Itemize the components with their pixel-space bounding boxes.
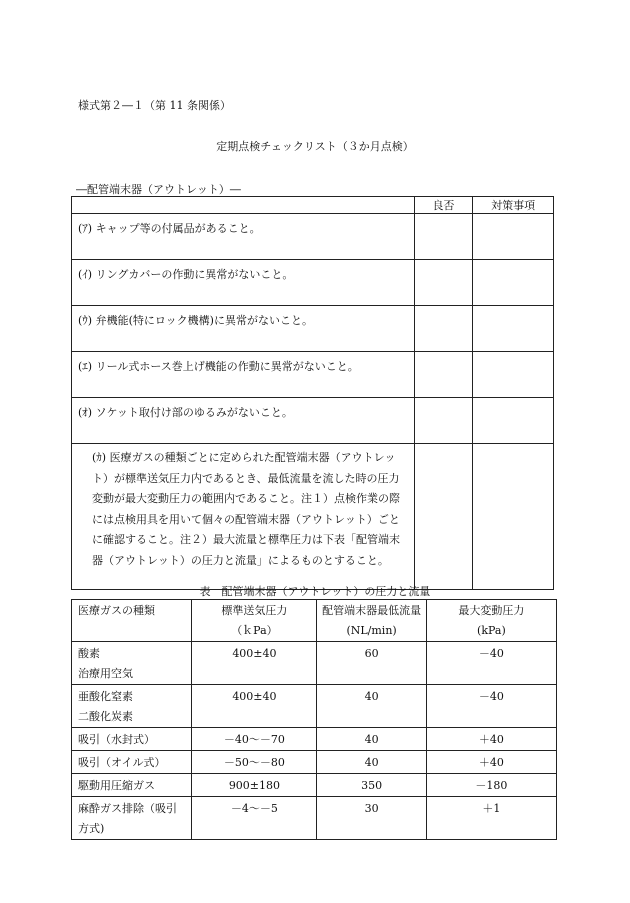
form-number: 様式第２―１（第 11 条関係） bbox=[78, 99, 231, 112]
variation-cell: －40 bbox=[426, 642, 556, 685]
ok-cell bbox=[414, 352, 473, 398]
ok-cell bbox=[414, 260, 473, 306]
checklist-row-long bbox=[72, 444, 554, 590]
ok-cell bbox=[414, 214, 473, 260]
pressure-cell: －4～－5 bbox=[192, 797, 317, 840]
gas-type-cell: 駆動用圧縮ガス bbox=[72, 774, 192, 797]
header-variation bbox=[426, 600, 556, 642]
gas-name: 麻酔ガス排除（吸引 bbox=[78, 802, 177, 815]
checklist-item-text: (ｱ) キャップ等の付属品があること。 bbox=[72, 214, 415, 260]
document-title: 定期点検チェックリスト（３か月点検） bbox=[216, 140, 414, 153]
flow-cell: 350 bbox=[317, 774, 426, 797]
pressure-cell: －50～－80 bbox=[192, 751, 317, 774]
table-row bbox=[72, 685, 557, 728]
ok-cell bbox=[414, 398, 473, 444]
checklist-row bbox=[72, 352, 554, 398]
ok-cell bbox=[414, 306, 473, 352]
header-variation-unit: (kPa) bbox=[477, 624, 506, 637]
header-pressure-label: 標準送気圧力 bbox=[221, 604, 288, 617]
pressure-cell: 400±40 bbox=[192, 642, 317, 685]
checklist-row bbox=[72, 398, 554, 444]
gas-name: 方式) bbox=[78, 822, 105, 835]
table-caption: 表 配管端末器（アウトレット）の圧力と流量 bbox=[199, 585, 431, 598]
checklist-long-item-text: (ｶ) 医療ガスの種類ごとに定められた配管端末器（アウトレット）が標準送気圧力内であるとき、最低流量を流した時の圧力変動が最大変動圧力の範囲内であること。注１）点検作業の際には点検用具を用いて個々の配管端末器（アウトレット）ごとに確認すること。注２）最大流量と標準圧力は下表「配管端末器（アウトレット）の圧力と流量」によるものとすること。 bbox=[72, 444, 415, 590]
pressure-cell: －40～－70 bbox=[192, 728, 317, 751]
table-row bbox=[72, 728, 557, 751]
flow-cell: 30 bbox=[317, 797, 426, 840]
action-cell bbox=[473, 260, 554, 306]
header-ok: 良否 bbox=[414, 197, 473, 214]
gas-type-cell bbox=[72, 797, 192, 840]
variation-cell: ＋40 bbox=[426, 728, 556, 751]
checklist-table bbox=[71, 196, 554, 590]
header-gas-type bbox=[72, 600, 192, 642]
gas-type-cell: 吸引（オイル式） bbox=[72, 751, 192, 774]
gas-name: 二酸化炭素 bbox=[78, 710, 133, 723]
action-cell bbox=[473, 214, 554, 260]
table-row bbox=[72, 642, 557, 685]
flow-cell: 60 bbox=[317, 642, 426, 685]
pressure-cell: 900±180 bbox=[192, 774, 317, 797]
checklist-header-row bbox=[72, 197, 554, 214]
checklist-item-text: (ｳ) 弁機能(特にロック機構)に異常がないこと。 bbox=[72, 306, 415, 352]
checklist-row bbox=[72, 260, 554, 306]
header-flow-label: 配管端末器最低流量 bbox=[322, 604, 422, 617]
variation-cell: －180 bbox=[426, 774, 556, 797]
section-heading: ―配管端末器（アウトレット）― bbox=[76, 183, 241, 196]
gas-name: 亜酸化窒素 bbox=[78, 690, 133, 703]
checklist-row bbox=[72, 214, 554, 260]
gas-name: 酸素 bbox=[78, 647, 100, 660]
flow-cell: 40 bbox=[317, 728, 426, 751]
gas-type-cell bbox=[72, 642, 192, 685]
pressure-cell: 400±40 bbox=[192, 685, 317, 728]
table-row bbox=[72, 797, 557, 840]
flow-table-header-row bbox=[72, 600, 557, 642]
checklist-item-text: (ｴ) リール式ホース巻上げ機能の作動に異常がないこと。 bbox=[72, 352, 415, 398]
header-pressure-unit: （ｋPa） bbox=[231, 624, 278, 637]
header-flow-unit: (NL/min) bbox=[346, 624, 397, 637]
checklist-row bbox=[72, 306, 554, 352]
action-cell bbox=[473, 352, 554, 398]
action-cell bbox=[473, 398, 554, 444]
table-row bbox=[72, 751, 557, 774]
table-row bbox=[72, 774, 557, 797]
pressure-flow-table bbox=[71, 599, 557, 840]
flow-cell: 40 bbox=[317, 685, 426, 728]
ok-cell bbox=[414, 444, 473, 590]
flow-cell: 40 bbox=[317, 751, 426, 774]
action-cell bbox=[473, 306, 554, 352]
action-cell bbox=[473, 444, 554, 590]
header-gas-label: 医療ガスの種類 bbox=[78, 604, 155, 617]
checklist-item-text: (ｵ) ソケット取付け部のゆるみがないこと。 bbox=[72, 398, 415, 444]
gas-type-cell: 吸引（水封式） bbox=[72, 728, 192, 751]
header-item-cell bbox=[72, 197, 415, 214]
header-variation-label: 最大変動圧力 bbox=[458, 604, 525, 617]
header-pressure bbox=[192, 600, 317, 642]
gas-name: 治療用空気 bbox=[78, 667, 133, 680]
variation-cell: ＋1 bbox=[426, 797, 556, 840]
variation-cell: －40 bbox=[426, 685, 556, 728]
header-action: 対策事項 bbox=[473, 197, 554, 214]
gas-type-cell bbox=[72, 685, 192, 728]
checklist-item-text: (ｲ) リングカバーの作動に異常がないこと。 bbox=[72, 260, 415, 306]
header-flow bbox=[317, 600, 426, 642]
variation-cell: ＋40 bbox=[426, 751, 556, 774]
